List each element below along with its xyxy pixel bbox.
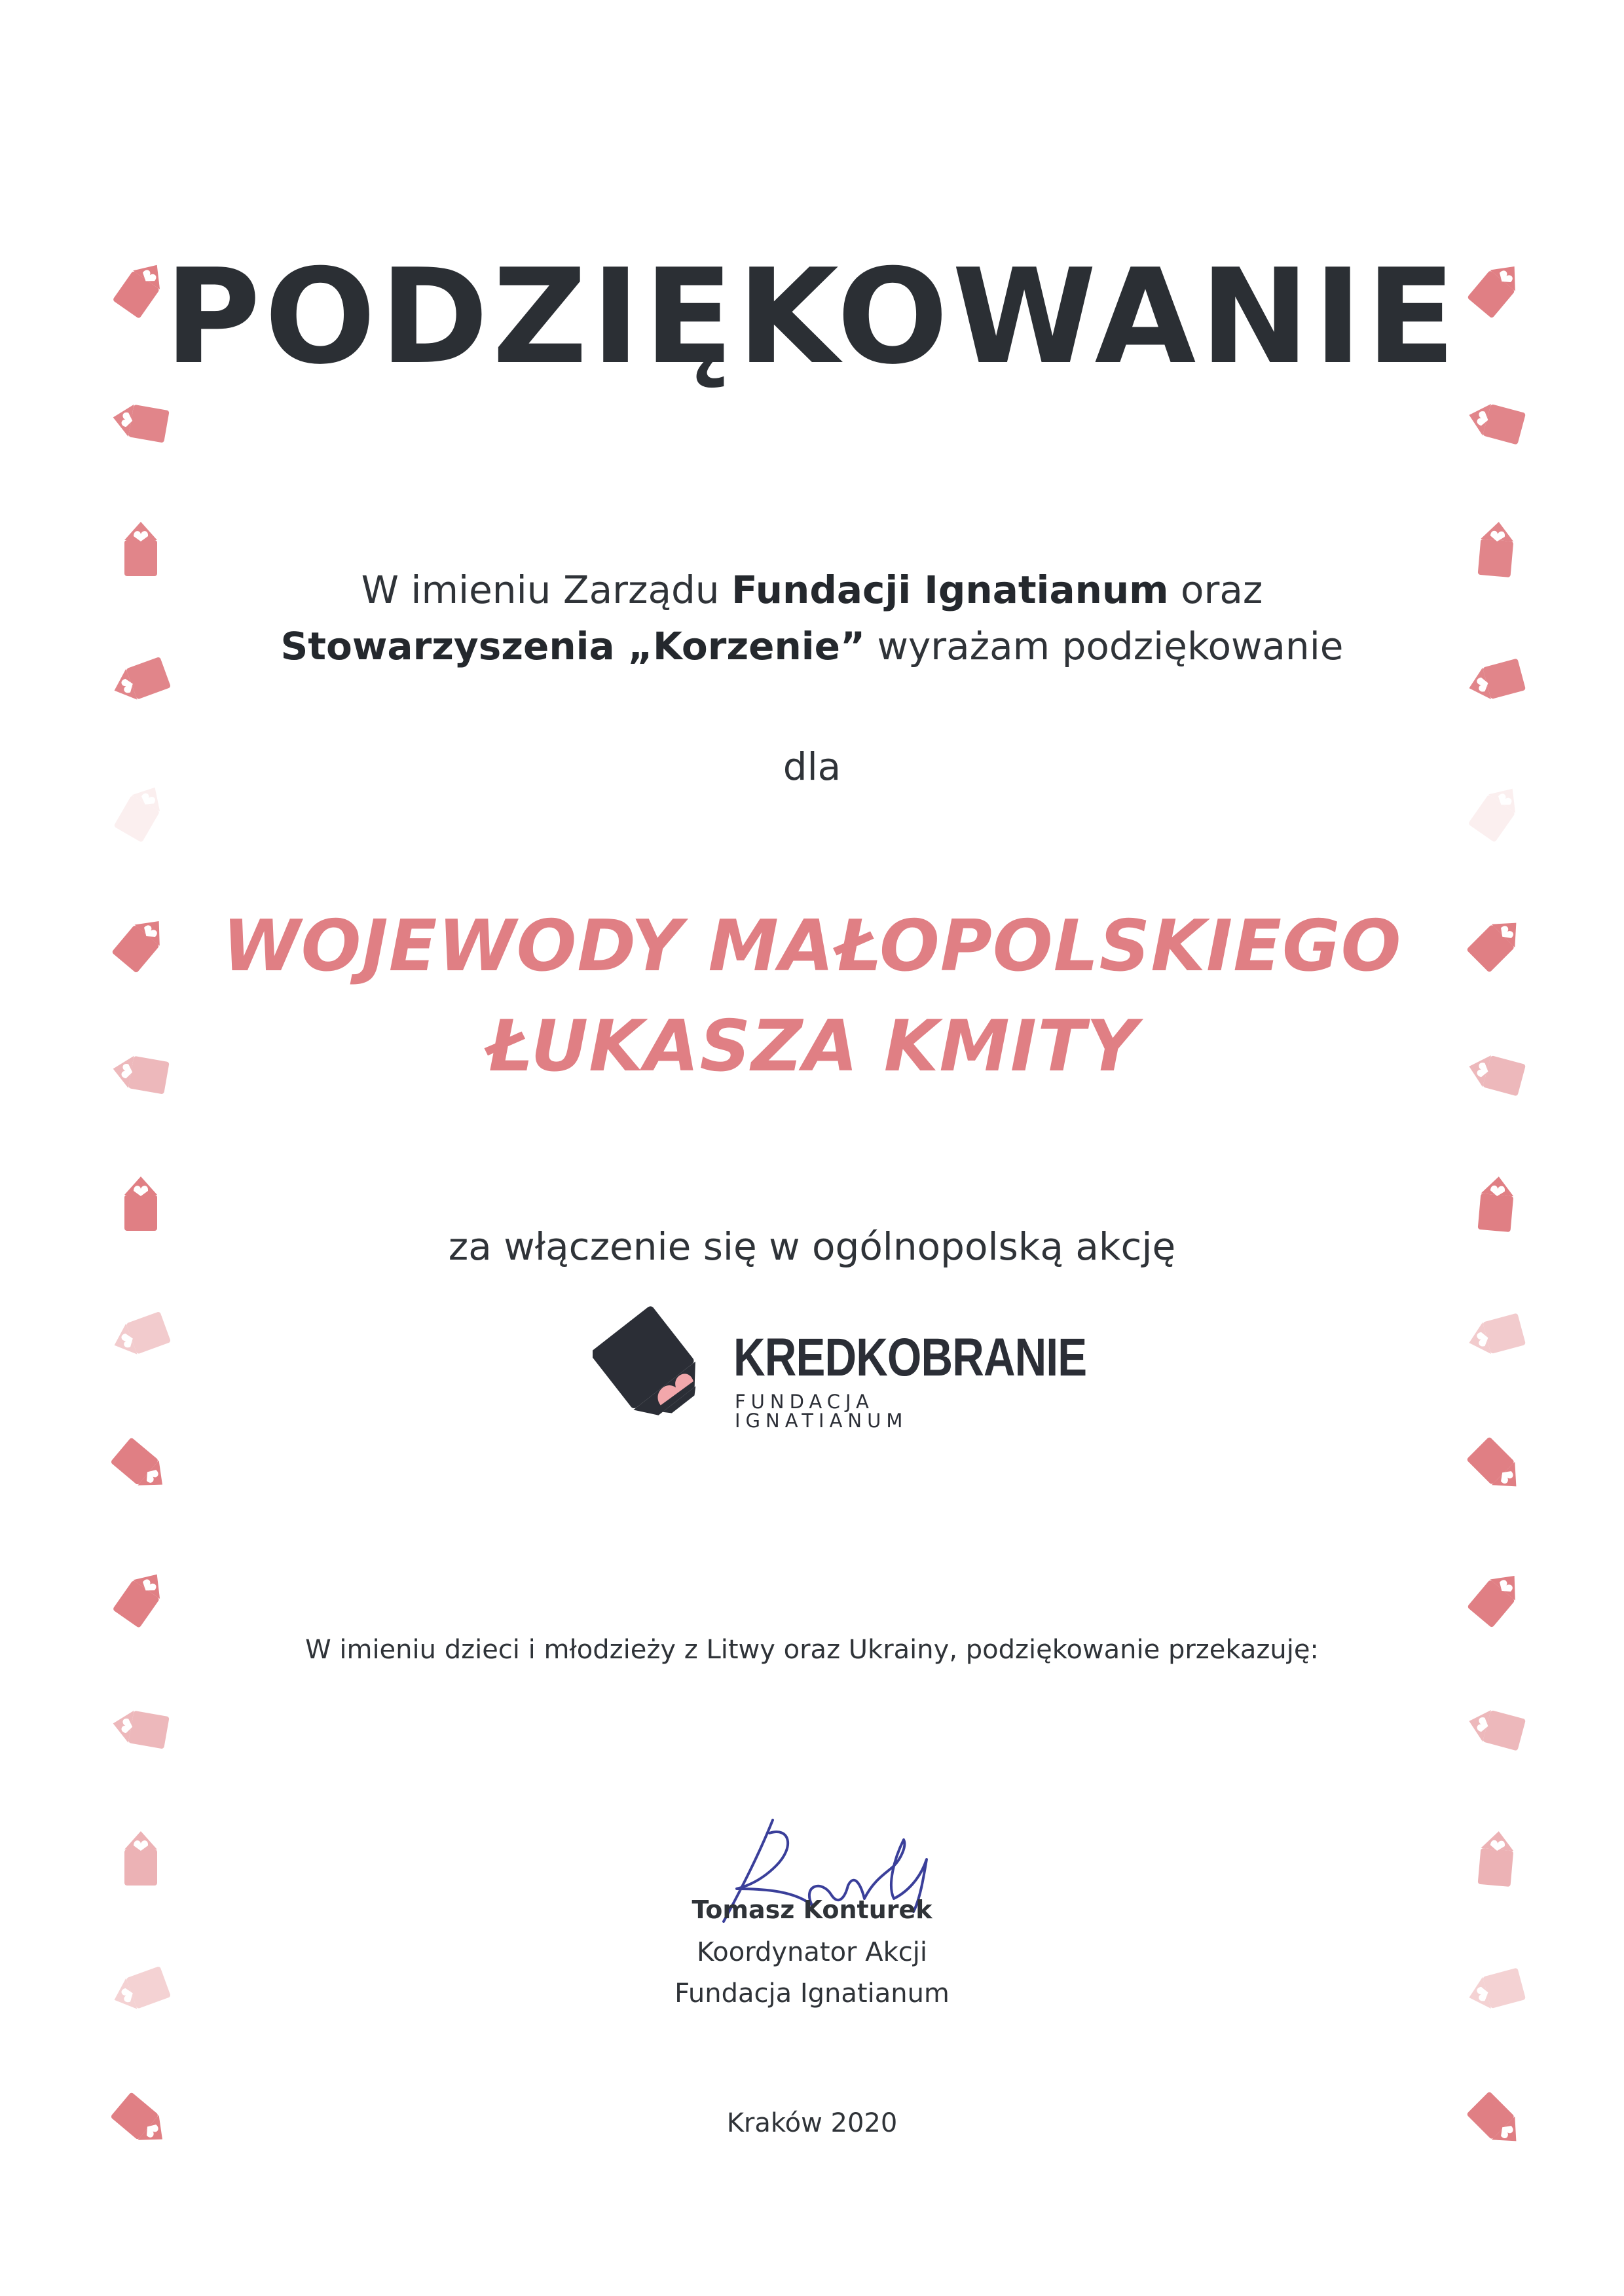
pencil-heart-icon	[105, 1823, 177, 1895]
for-label: dla	[783, 744, 841, 789]
pencil-heart-icon	[105, 1300, 177, 1372]
intro-text-a: W imieniu Zarządu	[361, 568, 731, 612]
foundation-name: Fundacji Ignatianum	[731, 568, 1169, 612]
place-date: Kraków 2020	[726, 2108, 898, 2138]
pencil-heart-icon	[1460, 1430, 1532, 1503]
recipient-line-1: WOJEWODY MAŁOPOLSKIEGO	[222, 905, 1402, 987]
signatory-organization: Fundacja Ignatianum	[674, 1978, 950, 2009]
pencil-heart-icon	[1460, 386, 1532, 458]
kredkobranie-logo	[593, 1306, 1087, 1432]
pencil-heart-icon	[105, 776, 177, 848]
pencil-heart-icon	[105, 1692, 177, 1764]
pencil-heart-icon	[1460, 1561, 1532, 1633]
intro-text-b: oraz	[1168, 568, 1263, 612]
intro-line-1	[0, 568, 1624, 612]
signatory-name: Tomasz Konturek	[692, 1895, 932, 1924]
page-title: PODZIĘKOWANIE	[164, 241, 1460, 393]
intro-text-c: wyrażam podziękowanie	[865, 624, 1344, 668]
pencil-heart-icon	[105, 386, 177, 458]
on-behalf-text: W imieniu dzieci i młodzieży z Litwy oraz Ukrainy, podziękowanie przekazuję:	[305, 1635, 1319, 1665]
recipient-line-2: ŁUKASZA KMITY	[486, 1006, 1138, 1087]
reason-text: za włączenie się w ogólnopolską akcję	[448, 1224, 1176, 1269]
pencil-heart-icon	[105, 1430, 177, 1503]
logo-title: KREDKOBRANIE	[733, 1328, 1087, 1387]
kredkobranie-logo-icon	[593, 1306, 704, 1424]
intro-line-2	[0, 624, 1624, 668]
logo-subtitle: FUNDACJA IGNATIANUM	[735, 1391, 908, 1432]
association-name: Stowarzyszenia „Korzenie”	[280, 624, 866, 668]
pencil-heart-icon	[1460, 776, 1532, 848]
pencil-heart-icon	[1460, 1823, 1532, 1895]
pencil-heart-icon	[105, 1561, 177, 1633]
pencil-heart-icon	[1460, 1692, 1532, 1764]
signatory-role: Koordynator Akcji	[697, 1937, 927, 1967]
pencil-heart-icon	[1460, 1300, 1532, 1372]
